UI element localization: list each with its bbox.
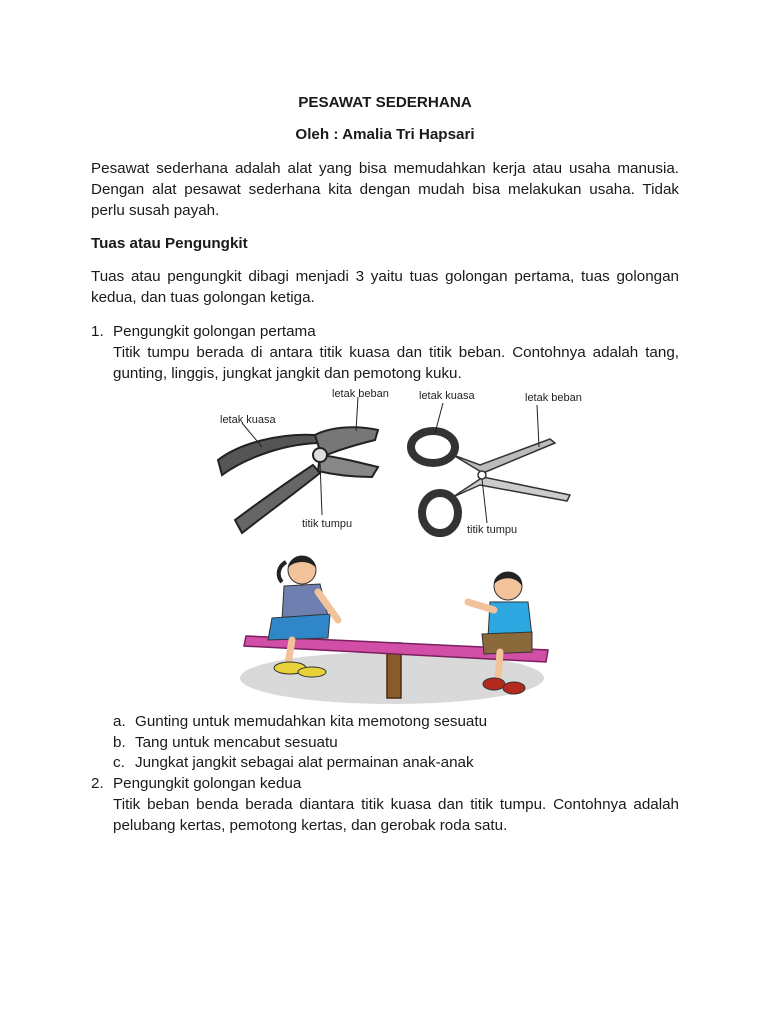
- example-text: Tang untuk mencabut sesuatu: [135, 734, 338, 751]
- scissors-upper-blade: [453, 439, 555, 473]
- pliers-illustration: [210, 385, 400, 545]
- list-item-number: 2.: [91, 775, 104, 792]
- example-letter: b.: [113, 734, 126, 751]
- girl-leg: [288, 640, 292, 664]
- list-item-number: 1.: [91, 323, 104, 340]
- pliers-load-label: letak beban: [332, 388, 389, 400]
- document-title: PESAWAT SEDERHANA: [298, 94, 472, 111]
- scissors-lower-blade: [453, 477, 570, 501]
- girl-shoe: [298, 667, 326, 677]
- example-text: Jungkat jangkit sebagai alat permainan anak-anak: [135, 754, 474, 771]
- boy-shorts: [482, 632, 532, 654]
- example-text: Gunting untuk memudahkan kita memotong sesuatu: [135, 713, 488, 730]
- girl-skirt: [268, 614, 330, 640]
- scissors-pivot: [478, 471, 486, 479]
- section-heading: Tuas atau Pengungkit: [91, 235, 248, 252]
- document-author: Oleh : Amalia Tri Hapsari: [295, 126, 475, 143]
- list-item-title: Pengungkit golongan pertama: [113, 323, 316, 340]
- scissors-lower-loop: [422, 493, 458, 533]
- girl-ponytail: [279, 562, 286, 582]
- example-letter: a.: [113, 713, 126, 730]
- boy-leg: [498, 652, 500, 680]
- pliers-pivot: [313, 448, 327, 462]
- scissors-load-label: letak beban: [525, 392, 582, 404]
- scissors-illustration: [405, 385, 590, 545]
- intro-paragraph: Pesawat sederhana adalah alat yang bisa memudahkan kerja atau usaha manusia. Dengan alat pesawat sederhana kita dengan mudah bisa melakukan usaha. Tidak perlu susah payah.: [91, 160, 679, 219]
- scissors-fulcrum-label: titik tumpu: [467, 524, 518, 536]
- pliers-effort-label: letak kuasa: [220, 414, 276, 426]
- boy-shoe: [483, 678, 505, 690]
- scissors-upper-loop: [411, 431, 455, 463]
- list-item-title: Pengungkit golongan kedua: [113, 775, 302, 792]
- example-letter: c.: [113, 754, 125, 771]
- boy-shoe: [503, 682, 525, 694]
- list-item-body: Titik tumpu berada di antara titik kuasa dan titik beban. Contohnya adalah tang, gunting, linggis, jungkat jangkit dan pemotong kuku.: [113, 344, 679, 382]
- pliers-fulcrum-label: titik tumpu: [302, 518, 353, 530]
- list-item-body: Titik beban benda berada diantara titik kuasa dan titik tumpu. Contohnya adalah pelubang kertas, pemotong kertas, dan gerobak roda satu.: [113, 796, 679, 834]
- seesaw-illustration: [232, 548, 552, 708]
- section-intro-paragraph: Tuas atau pengungkit dibagi menjadi 3 yaitu tuas golongan pertama, tuas golongan kedua, dan tuas golongan ketiga.: [91, 268, 679, 306]
- scissors-effort-label: letak kuasa: [419, 390, 475, 402]
